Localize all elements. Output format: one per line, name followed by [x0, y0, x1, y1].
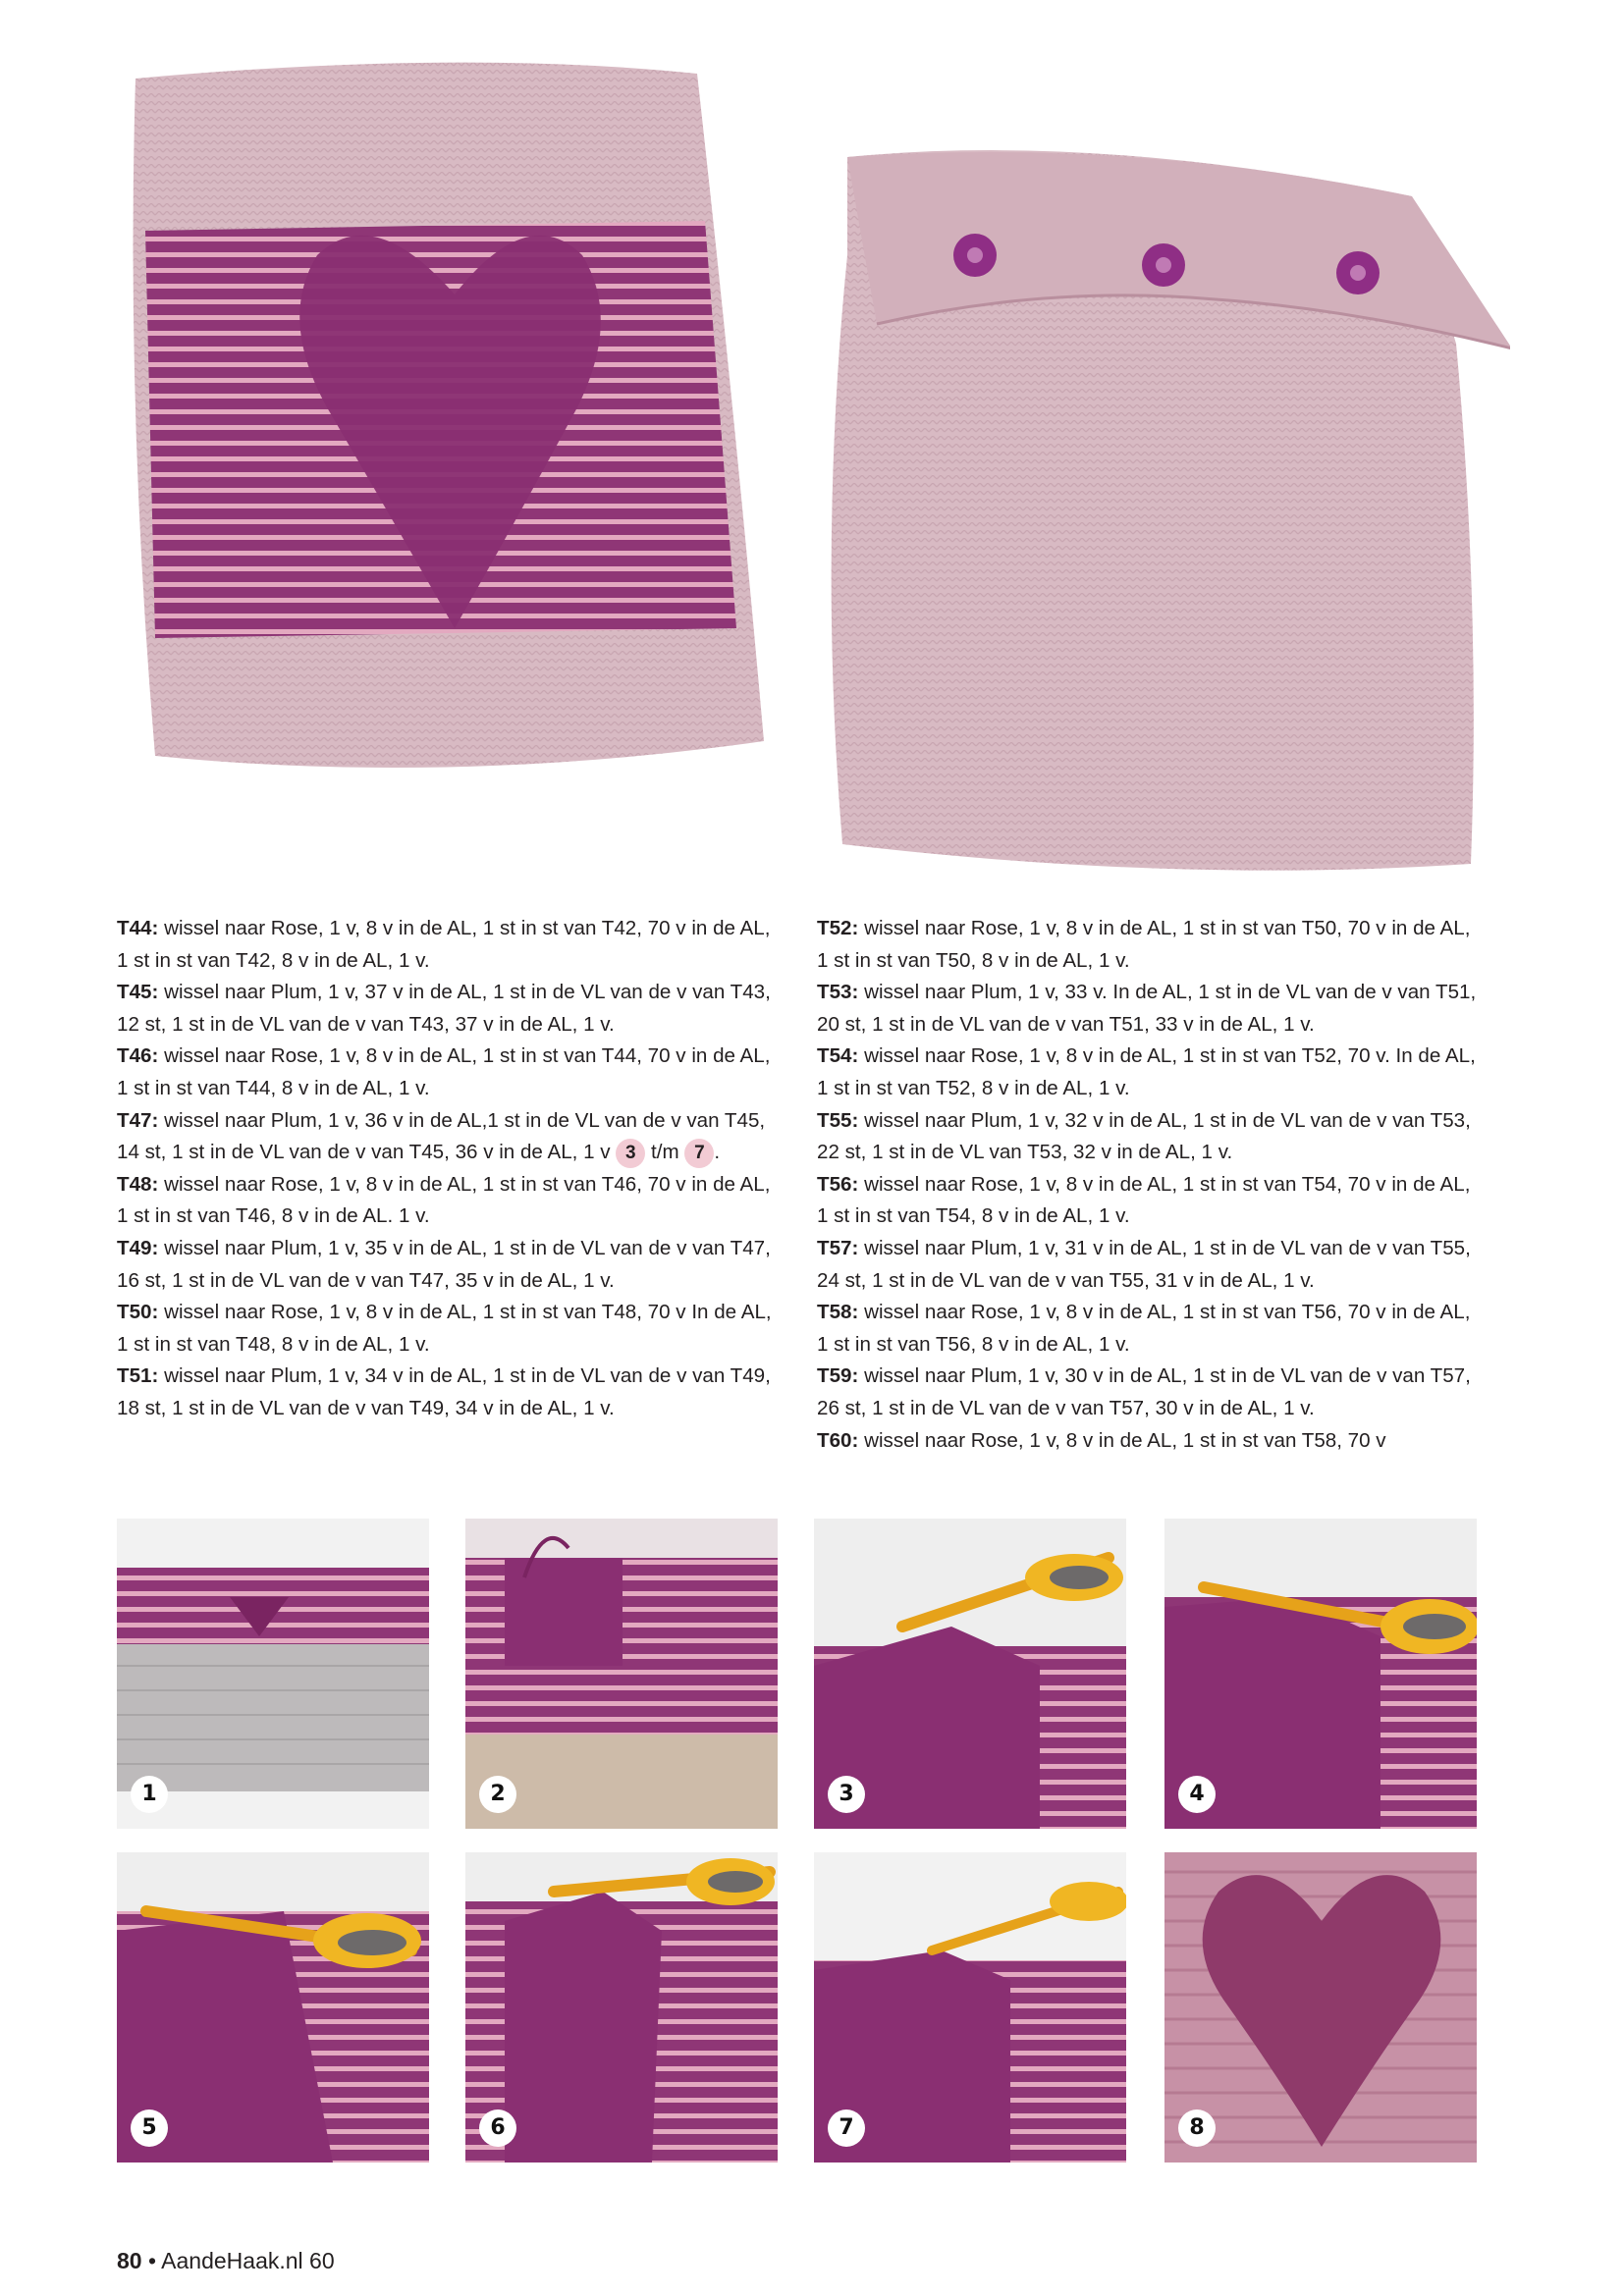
round-instruction: T55: wissel naar Plum, 1 v, 32 v in de AL, 1 st in de VL van de v van T53, 22 st, 1 st in de VL van T53, 32 v in de AL, 1 v. [817, 1108, 1471, 1164]
round-instruction: T50: wissel naar Rose, 1 v, 8 v in de AL, 1 st in st van T48, 70 v In de AL, 1 st in st van T48, 8 v in de AL, 1 v. [117, 1301, 772, 1356]
step-photo-7 [814, 1852, 1126, 2163]
round-instruction: T59: wissel naar Plum, 1 v, 30 v in de AL, 1 st in de VL van de v van T57, 26 st, 1 st in de VL van de v van T57, 30 v in de AL, 1 v. [817, 1364, 1471, 1419]
round-instruction: T58: wissel naar Rose, 1 v, 8 v in de AL, 1 st in st van T56, 70 v in de AL, 1 st in st van T56, 8 v in de AL, 1 v. [817, 1301, 1471, 1356]
step-photo-2 [465, 1519, 778, 1829]
step-number-badge: 4 [1178, 1776, 1216, 1813]
footer-separator: • [141, 2248, 162, 2273]
instructions-right-column [817, 913, 1485, 1457]
round-instruction: T52: wissel naar Rose, 1 v, 8 v in de AL, 1 st in st van T50, 70 v in de AL, 1 st in st van T50, 8 v in de AL, 1 v. [817, 917, 1471, 972]
step-photo-3 [814, 1519, 1126, 1829]
step-number-badge: 3 [828, 1776, 865, 1813]
round-instruction: T47: wissel naar Plum, 1 v, 36 v in de AL,1 st in de VL van de v van T45, 14 st, 1 st in de VL van de v van T45, 36 v in de AL, 1 v 3 t/m 7 . [117, 1105, 785, 1169]
round-instruction: T53: wissel naar Plum, 1 v, 33 v. In de AL, 1 st in de VL van de v van T51, 20 st, 1 st in de VL van de v van T51, 33 v in de AL, 1 v. [817, 981, 1477, 1036]
photo-reference-badge: 7 [684, 1139, 714, 1168]
round-instruction: T49: wissel naar Plum, 1 v, 35 v in de AL, 1 st in de VL van de v van T47, 16 st, 1 st in de VL van de v van T47, 35 v in de AL, 1 v. [117, 1236, 771, 1292]
step-number-badge: 8 [1178, 2109, 1216, 2147]
step-number-badge: 7 [828, 2109, 865, 2147]
publication-name: AandeHaak.nl 60 [161, 2248, 335, 2273]
step-photo-6 [465, 1852, 778, 2163]
round-instruction: T48: wissel naar Rose, 1 v, 8 v in de AL, 1 st in st van T46, 70 v in de AL, 1 st in st van T46, 8 v in de AL. 1 v. [117, 1172, 771, 1228]
step-number-badge: 2 [479, 1776, 516, 1813]
step-number-badge: 1 [131, 1776, 168, 1813]
step-photo-5 [117, 1852, 429, 2163]
round-instruction: T45: wissel naar Plum, 1 v, 37 v in de AL, 1 st in de VL van de v van T43, 12 st, 1 st in de VL van de v van T43, 37 v in de AL, 1 v. [117, 981, 771, 1036]
pillow-buttons-photo [803, 137, 1510, 876]
step-number-badge: 5 [131, 2109, 168, 2147]
round-instruction: T51: wissel naar Plum, 1 v, 34 v in de AL, 1 st in de VL van de v van T49, 18 st, 1 st in de VL van de v van T49, 34 v in de AL, 1 v. [117, 1364, 771, 1419]
step-number-badge: 6 [479, 2109, 516, 2147]
round-instruction: T46: wissel naar Rose, 1 v, 8 v in de AL, 1 st in st van T44, 70 v in de AL, 1 st in st van T44, 8 v in de AL, 1 v. [117, 1044, 771, 1099]
round-instruction: T44: wissel naar Rose, 1 v, 8 v in de AL, 1 st in st van T42, 70 v in de AL, 1 st in st van T42, 8 v in de AL, 1 v. [117, 917, 771, 972]
pillow-heart-photo [116, 54, 801, 792]
round-instruction: T60: wissel naar Rose, 1 v, 8 v in de AL, 1 st in st van T58, 70 v [817, 1428, 1386, 1452]
page-footer [117, 2248, 335, 2274]
step-photo-8 [1164, 1852, 1477, 2163]
round-instruction: T54: wissel naar Rose, 1 v, 8 v in de AL, 1 st in st van T52, 70 v. In de AL, 1 st in st van T52, 8 v in de AL, 1 v. [817, 1044, 1476, 1099]
step-photo-4 [1164, 1519, 1477, 1829]
instructions-left-column [117, 913, 785, 1425]
page-number: 80 [117, 2248, 142, 2273]
round-instruction: T57: wissel naar Plum, 1 v, 31 v in de AL, 1 st in de VL van de v van T55, 24 st, 1 st in de VL van de v van T55, 31 v in de AL, 1 v. [817, 1236, 1471, 1292]
step-photo-1 [117, 1519, 429, 1829]
round-instruction: T56: wissel naar Rose, 1 v, 8 v in de AL, 1 st in st van T54, 70 v in de AL, 1 st in st van T54, 8 v in de AL, 1 v. [817, 1172, 1471, 1228]
photo-reference-badge: 3 [616, 1139, 645, 1168]
